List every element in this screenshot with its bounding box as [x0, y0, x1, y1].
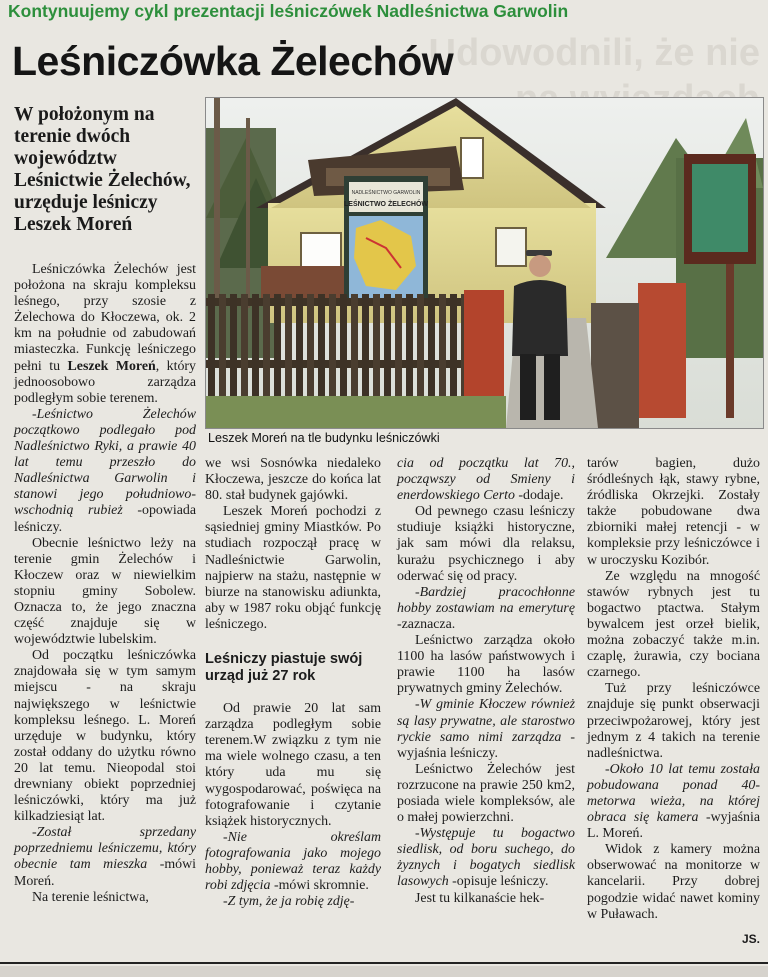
fence-picket [307, 294, 314, 404]
quote: cia od początku lat 70., począwszy od Smieny i enerdowskiego Certo [397, 456, 575, 504]
quote: -Z tym, że ja robię zdję- [223, 894, 355, 910]
fence-picket [406, 294, 413, 404]
fence-picket [219, 294, 226, 404]
forester-photo [205, 97, 764, 429]
forester-name: Leszek Moreń [67, 358, 156, 374]
section-kicker: Kontynuujemy cykl prezentacji leśniczówek Nadleśnictwa Garwolin [8, 1, 569, 21]
fence-picket [263, 294, 270, 404]
fence-picket [439, 294, 446, 404]
quote-paragraph [397, 697, 575, 761]
fence-picket [329, 294, 336, 404]
fence-picket [241, 294, 248, 404]
paragraph: we wsi Sosnówka niedaleko Kłoczewa, jeszcze do końca lat 80. stał budynek gajówki. [205, 456, 381, 504]
bleed-through-headline: Udowodnili, że nie [428, 32, 760, 74]
quote: -Leśnictwo Żelechów początkowo podlegało pod Nadleśnictwo Ryki, a prawie 40 lat temu przeszło do Nadleśnictwa Garwolin i stanowi jego południowo-wschodnią rubież [14, 406, 196, 519]
paragraph: Od prawie 20 lat sam zarządza podległym sobie terenem.W związku z tym nie ma wiele wolnego czasu, a ten który uda mu się wygospodarować, poświęca na fotografowanie i czytanie książek historycznych. [205, 701, 381, 829]
text: -opisuje leśniczy. [448, 874, 549, 890]
fence-picket [351, 294, 358, 404]
paragraph: Tuż przy leśniczówce znajduje się punkt obserwacji przeciwpożarowej, który jest jednym z 4 takich na terenie nadleśnictwa. [587, 681, 760, 761]
fence-picket [428, 294, 435, 404]
quote-paragraph [205, 894, 381, 910]
paragraph: Leśnictwo zarządza około 1100 ha lasów państwowych i prawie 1100 ha lasów prywatnych gminy Żelechów. [397, 633, 575, 697]
quote-paragraph [397, 826, 575, 890]
fence-picket [362, 294, 369, 404]
svg-text:LEŚNICTWO ŻELECHÓW: LEŚNICTWO ŻELECHÓW [344, 201, 428, 208]
svg-text:NADLEŚNICTWO GARWOLIN: NADLEŚNICTWO GARWOLIN [351, 190, 421, 196]
text: -opowiada leśniczy. [14, 503, 196, 535]
fence-picket [373, 294, 380, 404]
paragraph: Ze względu na mnogość stawów rybnych jest tu bogactwo ptactwa. Stałym bywalcem jest orzeł bielik, można zobaczyć także m.in. czaplę, żurawia, czy bociana czarnego. [587, 568, 760, 681]
subheading: Leśniczy piastuje swój urząd już 27 rok [205, 651, 363, 685]
column-4 [587, 456, 760, 923]
bottom-rule [0, 962, 768, 964]
text: -mówi Moreń. [14, 857, 196, 889]
fence-picket [296, 294, 303, 404]
quote: -Około 10 lat temu została pobudowana ponad 40-metorwa wieża, na której obraca się kamera [587, 761, 760, 826]
fence-picket [340, 294, 347, 404]
fence-picket [208, 294, 215, 404]
paragraph: Od początku leśniczówka znajdowała się w tym samym miejscu - na skraju największego w leśnictwie kompleksu leśnego. L. Moreń urzęduje w budynku, który został oddany do użytku równo 20 lat temu. Nieopodal stoi drewniany obiekt poprzedniej leśniczówki, który ma już kilkadziesiąt lat. [14, 648, 196, 825]
text: -wyjaśnia L. Moreń. [587, 810, 761, 842]
brick-pillar-right [638, 283, 686, 418]
text: , który jednoosobowo zarządza podległym sobie terenem. [14, 358, 196, 406]
fence-picket [318, 294, 325, 404]
paragraph: Jest tu kilkanaście hek- [415, 890, 545, 906]
fence-picket [274, 294, 281, 404]
quote: -Został sprzedany poprzedniemu leśniczemu, który obecnie tam mieszka [14, 825, 196, 873]
author-signature: JS. [741, 932, 760, 946]
paragraph: Widok z kamery można obserwować na monitorze w kancelarii. Przy dobrej pogodzie widać nawet kominy w Puławach. [587, 842, 760, 922]
quote-paragraph [14, 407, 196, 536]
article-headline: Leśniczówka Żelechów [12, 38, 454, 84]
fence-picket [252, 294, 259, 404]
footer-strip [0, 966, 768, 977]
photo-caption: Leszek Moreń na tle budynku leśniczówki [208, 431, 440, 445]
quote-paragraph [205, 830, 381, 894]
quote: -Występuje tu bogactwo siedlisk, od boru suchego, do żyznych i bogatych siedlisk lasowych [397, 826, 575, 890]
quote-paragraph [397, 585, 575, 633]
fence-picket [230, 294, 237, 404]
quote: -W gminie Kłoczew również są lasy prywatne, ale starostwo ryckie samo nimi zarządza [397, 697, 575, 745]
fence-picket [450, 294, 457, 404]
fence-picket [384, 294, 391, 404]
paragraph [14, 262, 196, 407]
quote: -Bardziej pracochłonne hobby zostawiam na emeryturę [397, 584, 575, 616]
paragraph: Od pewnego czasu leśniczy studiuje książki historyczne, jak sam mówi dla relaksu, kurażu psychicznego i aby oderwać się od pracy. [397, 504, 575, 584]
fence-picket [395, 294, 402, 404]
text: -mówi skromnie. [270, 878, 369, 894]
paragraph: Leśnictwo Żelechów jest rozrzucone na prawie 250 km2, posiada wiele kompleksów, ale o małej powierzchni. [397, 761, 575, 826]
column-1 [14, 262, 196, 906]
article-lead: W położonym na terenie dwóch województw Leśnictwie Żelechów, urzęduje leśniczy Leszek Moreń [14, 104, 191, 235]
quote: -Nie określam fotografowania jako mojego hobby, ponieważ teraz każdy robi zdjęcia [205, 829, 381, 894]
fence-picket [285, 294, 292, 404]
text: -dodaje. [514, 488, 564, 504]
quote-paragraph [14, 825, 196, 889]
paragraph: tarów bagien, dużo śródleśnych łąk, stawy rybne, źródliska Okrzejki. Zostały także pobudowane dwa zbiorniki małej retencji - w kompleksie przy leśniczówce i w uroczysku Kozibór. [587, 456, 760, 568]
paragraph: Obecnie leśnictwo leży na terenie gmin Żelechów i Kłoczew oraz w niewielkim stopniu gminy Sobolew. Oznacza to, że jego znaczna część znajduje się w województwie lubelskim. [14, 535, 196, 648]
fence-picket [417, 294, 424, 404]
column-2 [205, 456, 381, 910]
text: Leśniczówka Żelechów jest położona na skraju kompleksu leśnego, przy szosie z Żelechowa do Kłoczewa, ok. 2 km na południe od zabudowań miasteczka. Funkcję leśniczego pełni tu [14, 262, 196, 374]
paragraph: Na terenie leśnictwa, [32, 889, 149, 905]
quote-paragraph [587, 762, 760, 842]
text: -zaznacza. [397, 616, 456, 632]
text: -wyjaśnia leśniczy. [397, 729, 575, 761]
quote-paragraph [397, 456, 575, 504]
gate [591, 303, 639, 428]
column-3 [397, 456, 575, 907]
paragraph: Leszek Moreń pochodzi z sąsiedniej gminy Miastków. Po studiach rozpoczął pracę w Nadleśnictwie Garwolin, najpierw na stażu, następnie w biurze na stanowisku adiunkta, aby w 1987 roku objąć funkcję leśniczego. [205, 504, 381, 632]
